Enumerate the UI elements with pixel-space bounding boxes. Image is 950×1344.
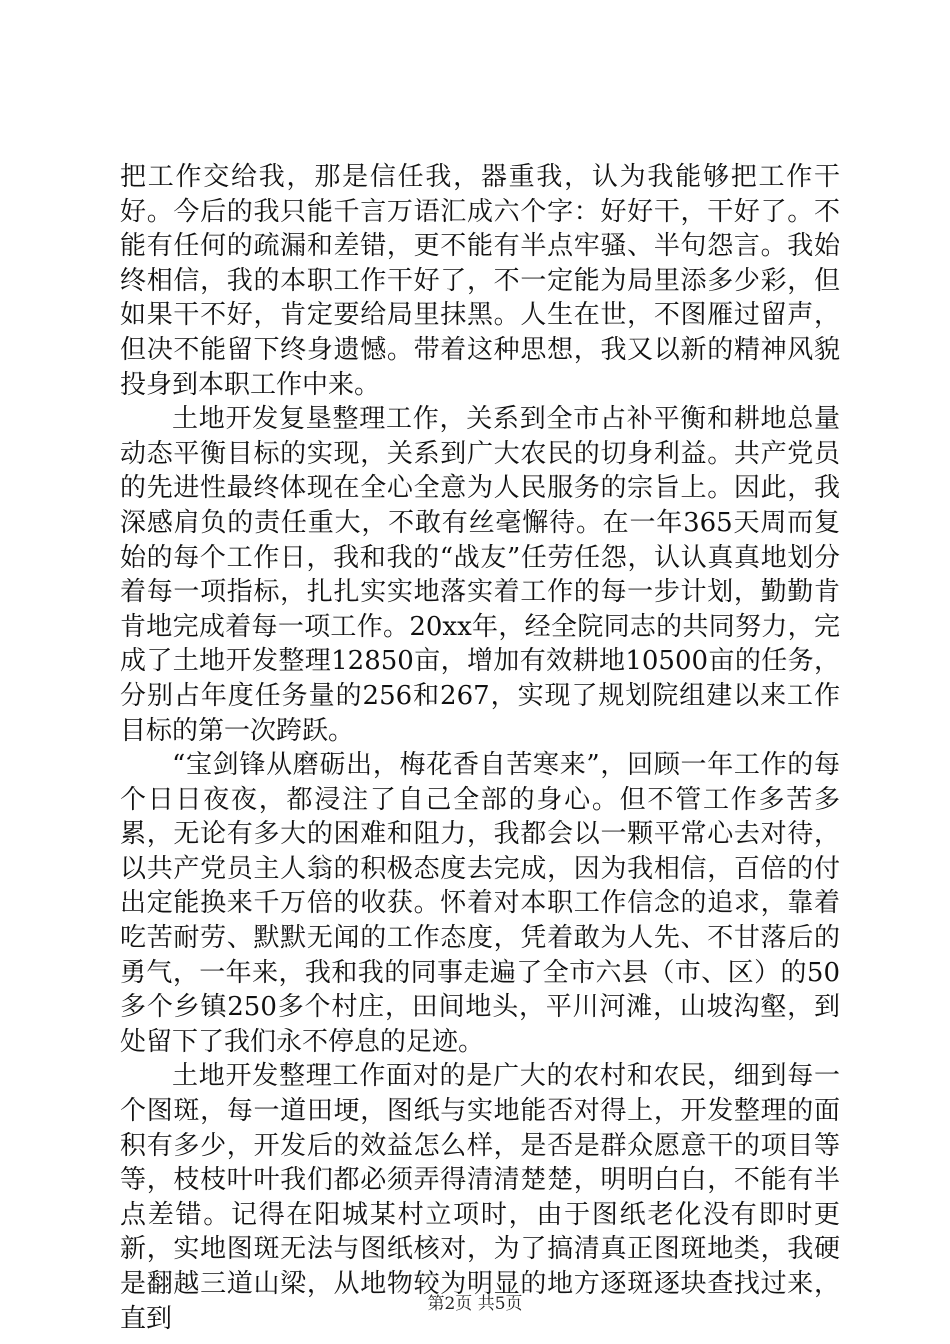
paragraph-3: “宝剑锋从磨砺出，梅花香自苦寒来”，回顾一年工作的每个日日夜夜，都浸注了自己全部的身心。但不管工作多苦多累，无论有多大的困难和阻力，我都会以一颗平常心去对待，以共产党员主人翁的积极态度去完成，因为我相信，百倍的付出定能换来千万倍的收获。怀着对本职工作信念的追求，靠着吃苦耐劳、默默无闻的工作态度，凭着敢为人先、不甘落后的勇气，一年来，我和我的同事走遍了全市六县（市、区）的50多个乡镇250多个村庄，田间地头，平川河滩，山坡沟壑，到处留下了我们永不停息的足迹。 — [120, 750, 840, 1057]
document-body — [120, 160, 840, 1336]
page-number-footer: 第2页 共5页 — [427, 1294, 523, 1314]
paragraph-2: 土地开发复垦整理工作，关系到全市占补平衡和耕地总量动态平衡目标的实现，关系到广大农民的切身利益。共产党员的先进性最终体现在全心全意为人民服务的宗旨上。因此，我深感肩负的责任重大，不敢有丝毫懈待。在一年365天周而复始的每个工作日，我和我的“战友”任劳任怨，认认真真地划分着每一项指标，扎扎实实地落实着工作的每一步计划，勤勤肯肯地完成着每一项工作。20xx年，经全院同志的共同努力，完成了土地开发整理12850亩，增加有效耕地10500亩的任务，分别占年度任务量的256和267，实现了规划院组建以来工作目标的第一次跨跃。 — [120, 404, 840, 746]
paragraph-1: 把工作交给我，那是信任我，器重我，认为我能够把工作干好。今后的我只能千言万语汇成六个字：好好干，干好了。不能有任何的疏漏和差错，更不能有半点牢骚、半句怨言。我始终相信，我的本职工作干好了，不一定能为局里添多少彩，但如果干不好，肯定要给局里抹黑。人生在世，不图雁过留声，但决不能留下终身遗憾。带着这种思想，我又以新的精神风貌投身到本职工作中来。 — [120, 162, 840, 400]
paragraph-4: 土地开发整理工作面对的是广大的农村和农民，细到每一个图斑，每一道田埂，图纸与实地能否对得上，开发整理的面积有多少，开发后的效益怎么样，是否是群众愿意干的项目等等，枝枝叶叶我们都必须弄得清清楚楚，明明白白，不能有半点差错。记得在阳城某村立项时，由于图纸老化没有即时更新，实地图斑无法与图纸核对，为了搞清真正图斑地类，我硬是翻越三道山梁，从地物较为明显的地方逐斑逐块查找过来，直到 — [120, 1061, 840, 1334]
